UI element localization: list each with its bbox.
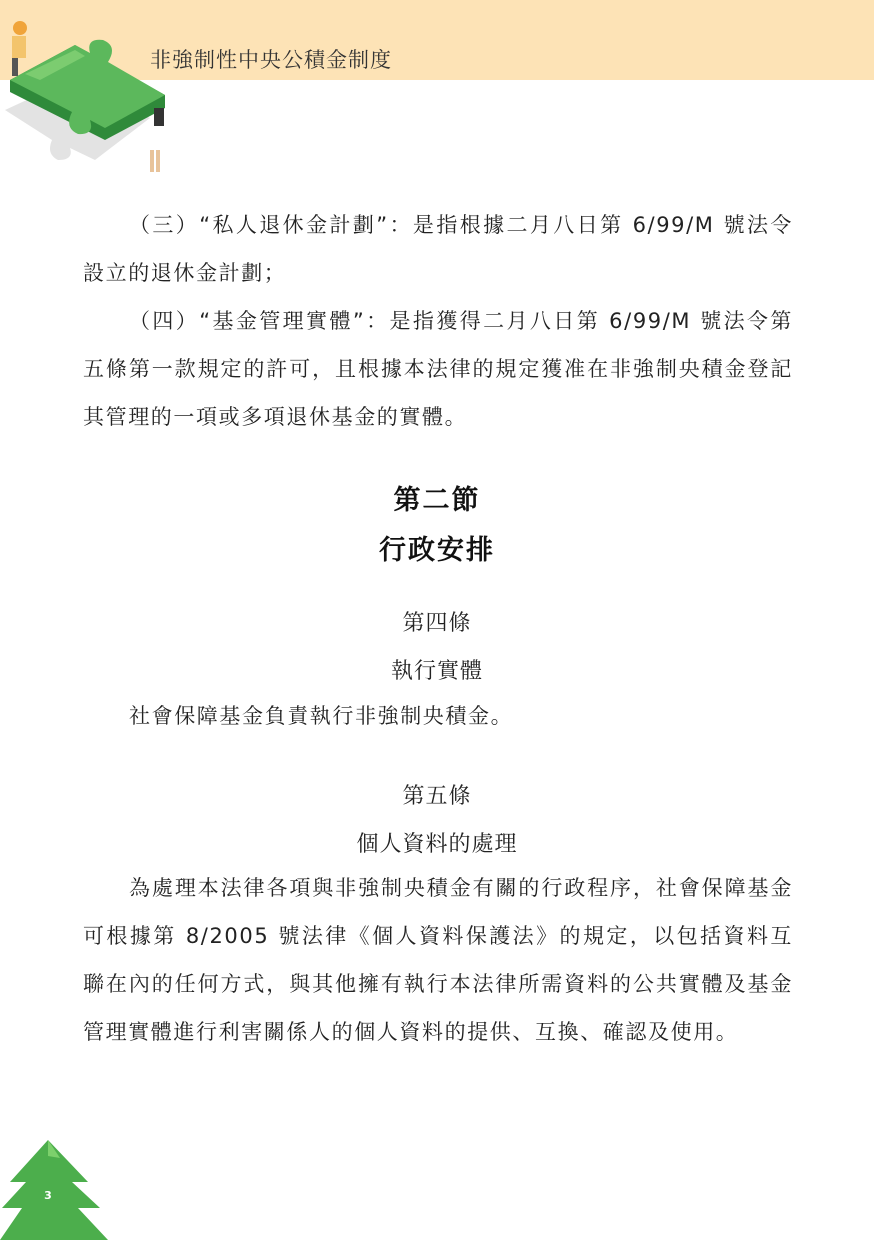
header-title: 非強制性中央公積金制度 — [150, 48, 392, 72]
article-body: 為處理本法律各項與非強制央積金有關的行政程序，社會保障基金可根據第 8/2005 號法律《個人資料保護法》的規定，以包括資料互聯在內的任何方式，與其他擁有執行本法律所需資料的公共實體及基金管理實體進行利害關係人的個人資料的提供、互換、確認及使用。 — [83, 876, 793, 1044]
article-number: 第四條 — [402, 611, 472, 636]
article-title: 個人資料的處理 — [356, 832, 518, 857]
puzzle-illustration — [0, 0, 180, 180]
article-number: 第五條 — [402, 784, 472, 809]
page-number: 3 — [44, 1189, 52, 1202]
article-body: 社會保障基金負責執行非強制央積金。 — [129, 704, 514, 728]
section-number: 第二節 — [393, 485, 481, 516]
section-title: 行政安排 — [379, 535, 495, 566]
article-title: 執行實體 — [390, 659, 483, 684]
definition-paragraph: （四）“基金管理實體”：是指獲得二月八日第 6/99/M 號法令第五條第一款規定的許可，且根據本法律的規定獲准在非強制央積金登記其管理的一項或多項退休基金的實體。 — [83, 309, 793, 429]
definition-paragraph: （三）“私人退休金計劃”：是指根據二月八日第 6/99/M 號法令設立的退休金計劃； — [83, 213, 793, 285]
